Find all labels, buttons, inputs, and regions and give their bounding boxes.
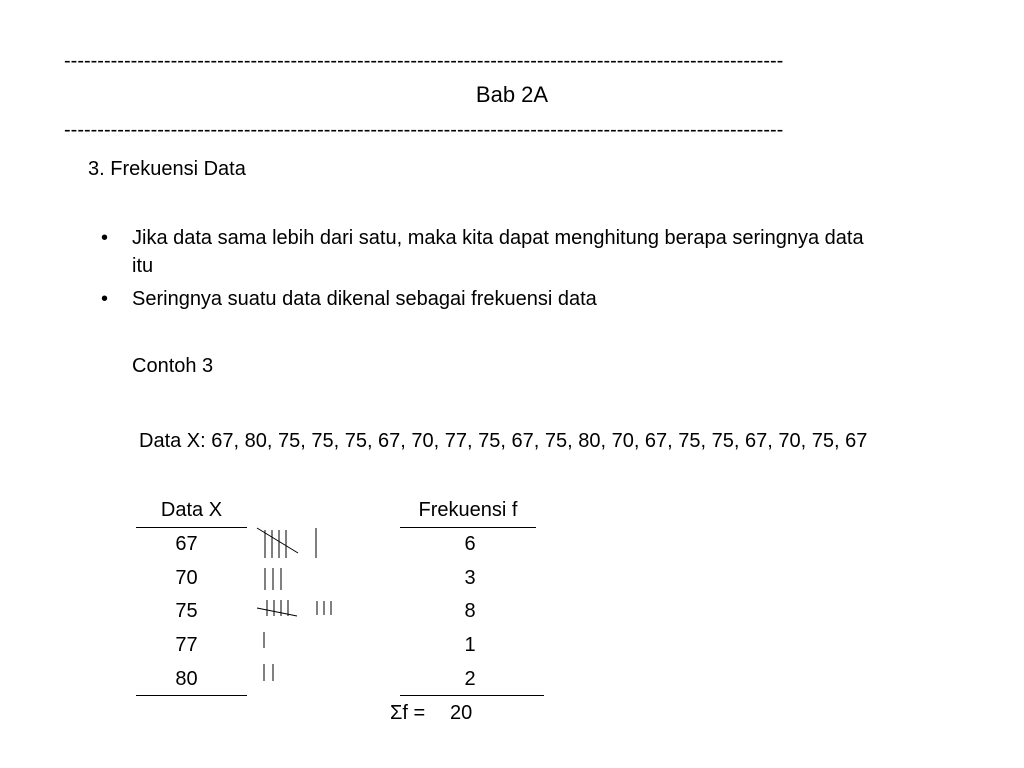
bullet-1-line-2: itu	[132, 255, 154, 277]
tally-marks-80	[255, 662, 295, 692]
footer-rule-x	[136, 695, 247, 696]
tally-marks-70	[255, 565, 315, 599]
bullet-marker: •	[101, 227, 109, 249]
bullet-2-line-1: Seringnya suatu data dikenal sebagai frekuensi data	[132, 288, 597, 310]
bullet-marker: •	[101, 288, 109, 310]
table-cell-x: 67	[175, 533, 198, 555]
table-cell-x: 80	[175, 668, 198, 690]
footer-rule-f	[400, 695, 544, 696]
chapter-title: Bab 2A	[475, 82, 549, 107]
tally-marks-75	[255, 596, 365, 626]
table-cell-f: 2	[464, 668, 476, 690]
bullet-1-line-1: Jika data sama lebih dari satu, maka kita dapat menghitung berapa seringnya data	[132, 227, 864, 249]
top-dashed-rule: ------------------------------------------------------------------------------------------------------------	[64, 50, 784, 72]
tally-marks-77	[255, 630, 295, 660]
table-cell-x: 75	[175, 600, 198, 622]
bottom-dashed-rule: ------------------------------------------------------------------------------------------------------------	[64, 119, 784, 141]
sum-value: 20	[450, 702, 473, 724]
table-cell-f: 6	[464, 533, 476, 555]
header-rule-x	[136, 527, 247, 528]
tally-marks-67	[255, 524, 355, 564]
table-cell-f: 1	[464, 634, 476, 656]
table-cell-x: 77	[175, 634, 198, 656]
table-cell-f: 8	[464, 600, 476, 622]
table-cell-f: 3	[464, 567, 476, 589]
header-rule-f	[400, 527, 536, 528]
column-header-frequency: Frekuensi f	[418, 499, 518, 521]
example-label: Contoh 3	[132, 355, 214, 377]
column-header-data-x: Data X	[160, 499, 223, 521]
data-sequence: Data X: 67, 80, 75, 75, 75, 67, 70, 77, 75, 67, 75, 80, 70, 67, 75, 75, 67, 70, 75, 67	[139, 430, 868, 452]
table-cell-x: 70	[175, 567, 198, 589]
sum-label: Σf =	[390, 702, 426, 724]
section-heading: 3. Frekuensi Data	[88, 158, 246, 180]
